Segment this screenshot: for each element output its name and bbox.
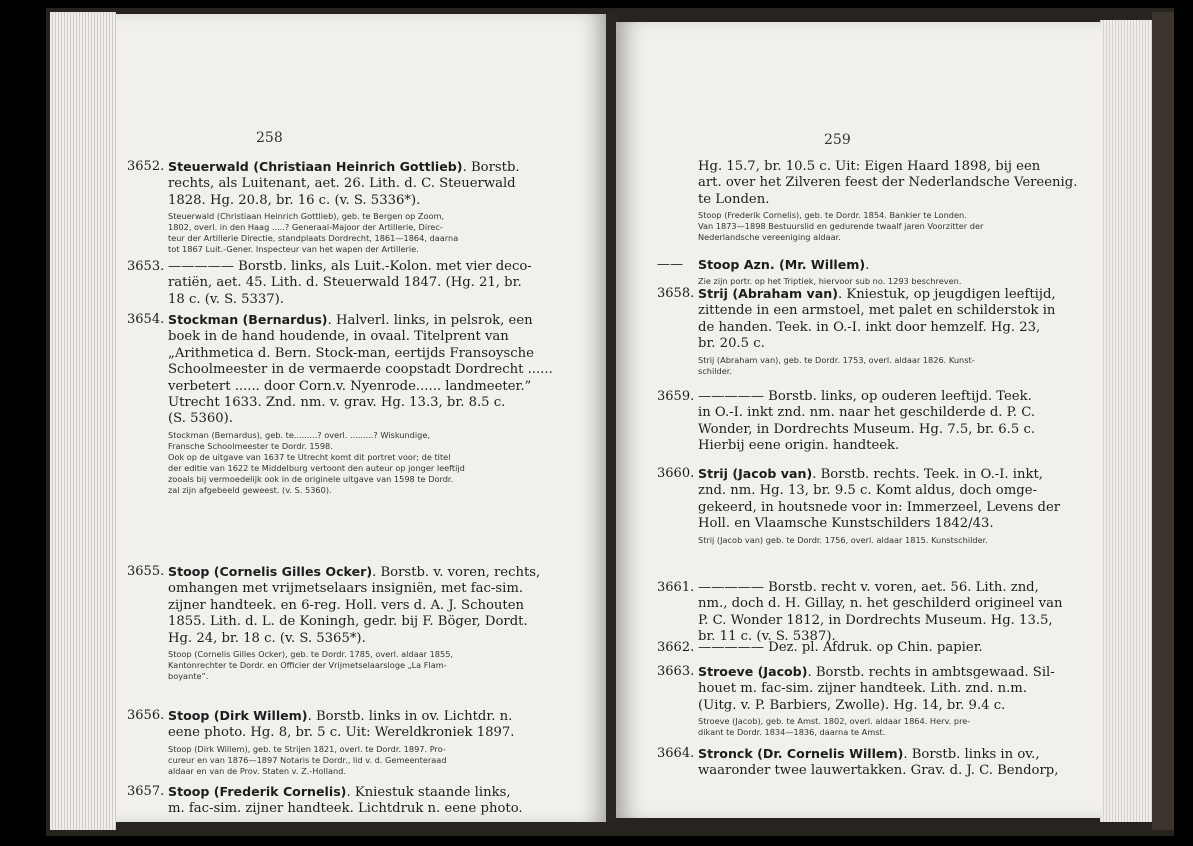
catalogue-entry <box>127 708 596 777</box>
entry-line: waaronder twee lauwertakken. Grav. d. J. C. Bendorp, <box>698 763 1059 779</box>
sitter-name: Stoop (Cornelis Gilles Ocker) <box>168 564 373 579</box>
entry-line: Stroeve (Jacob). Borstb. rechts in ambtsgewaad. Sil- <box>698 664 1055 680</box>
left-page-edges <box>50 12 116 830</box>
note-line: Zie zijn portr. op het Triptiek, hiervoor sub no. 1293 beschreven. <box>698 276 962 287</box>
note-line: Stroeve (Jacob), geb. te Amst. 1802, overl. aldaar 1864. Herv. pre- <box>698 716 971 727</box>
entry-line: P. C. Wonder 1812, in Dordrechts Museum. Hg. 13.5, <box>698 612 1053 628</box>
biographical-note <box>168 744 596 777</box>
catalogue-entry <box>657 746 1086 780</box>
sitter-name: Stoop (Frederik Cornelis) <box>168 784 347 799</box>
entry-line: Schoolmeester in de vermaerde coopstadt Dordrecht ...... <box>168 362 553 378</box>
note-line: zooals bij vermoedelijk ook in de originele uitgave van 1598 te Dordr. <box>168 473 454 484</box>
sitter-name: Strij (Jacob van) <box>698 466 813 481</box>
entry-line: eene photo. Hg. 8, br. 5 c. Uit: Wereldkroniek 1897. <box>168 725 515 741</box>
right-page-edges <box>1100 20 1152 822</box>
entry-line: Stoop (Cornelis Gilles Ocker). Borstb. v. voren, rechts, <box>168 564 541 580</box>
sitter-name: Stockman (Bernardus) <box>168 312 328 327</box>
sitter-name: Stoop Azn. (Mr. Willem) <box>698 257 866 272</box>
entry-line: zittende in een armstoel, met palet en schilderstok in <box>698 303 1056 319</box>
entry-line: Strij (Jacob van). Borstb. rechts. Teek. in O.-I. inkt, <box>698 466 1043 482</box>
entry-line: Stoop (Frederik Cornelis). Kniestuk staande links, <box>168 784 511 800</box>
entry-line: de handen. Teek. in O.-I. inkt door hemzelf. Hg. 23, <box>698 319 1041 335</box>
sitter-name: Stoop (Dirk Willem) <box>168 708 308 723</box>
entry-number: 3656. <box>127 708 165 723</box>
sitter-name: Stroeve (Jacob) <box>698 664 808 679</box>
entry-line: boek in de hand houdende, in ovaal. Titelprent van <box>168 329 509 345</box>
entry-number: 3662. <box>657 640 695 655</box>
catalogue-entry <box>127 564 596 682</box>
catalogue-entry <box>127 259 596 308</box>
catalogue-entry <box>657 257 1086 287</box>
entry-line: „Arithmetica d. Bern. Stock-man, eertijds Fransoysche <box>168 345 534 361</box>
note-line: Kantonrechter te Dordr. en Officier der Vrijmetselaarsloge „La Flam- <box>168 660 447 671</box>
entry-line: 1828. Hg. 20.8, br. 16 c. (v. S. 5336*). <box>168 192 421 208</box>
entry-line: ————— Dez. pl. Afdruk. op Chin. papier. <box>698 640 983 655</box>
sitter-name: Stronck (Dr. Cornelis Willem) <box>698 746 904 761</box>
sitter-name: Steuerwald (Christiaan Heinrich Gottlieb) <box>168 159 463 174</box>
entry-number: 3657. <box>127 784 165 799</box>
note-line: teur der Artillerie Directie, standplaats Dordrecht, 1861—1864, daarna <box>168 233 459 244</box>
biographical-note <box>698 716 1086 738</box>
entry-line: Wonder, in Dordrechts Museum. Hg. 7.5, br. 6.5 c. <box>698 421 1036 437</box>
catalogue-entry <box>657 664 1086 738</box>
catalogue-entry <box>657 286 1086 377</box>
entry-line: ————— Borstb. links, als Luit.-Kolon. met vier deco- <box>168 259 532 274</box>
note-line: schilder. <box>698 365 732 376</box>
note-line: Stoop (Frederik Cornelis), geb. te Dordr. 1854. Bankier te Londen. <box>698 210 967 221</box>
entry-line: Strij (Abraham van). Kniestuk, op jeugdigen leeftijd, <box>698 286 1056 302</box>
entry-line: verbetert ...... door Corn.v. Nyenrode...... landmeeter.” <box>168 378 532 394</box>
catalogue-entry <box>657 640 1086 656</box>
page-number-right: 259 <box>824 132 851 148</box>
note-line: aldaar en van de Prov. Staten v. Z.-Holland. <box>168 765 346 776</box>
biographical-note <box>168 211 596 255</box>
entry-line: Stockman (Bernardus). Halverl. links, in pelsrok, een <box>168 312 533 328</box>
entry-line: 18 c. (v. S. 5337). <box>168 291 285 307</box>
entry-number: 3663. <box>657 664 695 679</box>
note-line: 1802, overl. in den Haag .....? Generaal-Majoor der Artillerie, Direc- <box>168 222 443 233</box>
entry-line: znd. nm. Hg. 13, br. 9.5 c. Komt aldus, doch omge- <box>698 483 1037 499</box>
note-line: Steuerwald (Christiaan Heinrich Gottlieb), geb. te Bergen op Zoom, <box>168 211 445 222</box>
entry-number: 3659. <box>657 389 695 404</box>
entry-line: (S. 5360). <box>168 411 233 427</box>
entry-line: in O.-I. inkt znd. nm. naar het geschilderde d. P. C. <box>698 405 1036 421</box>
sitter-name: Strij (Abraham van) <box>698 286 838 301</box>
biographical-note <box>698 535 1086 546</box>
entry-number: 3653. <box>127 259 165 274</box>
catalogue-entry <box>657 389 1086 455</box>
entry-line: ratiën, aet. 45. Lith. d. Steuerwald 1847. (Hg. 21, br. <box>168 275 522 291</box>
note-line: Van 1873—1898 Bestuurslid en gedurende twaalf jaren Voorzitter der <box>698 221 984 232</box>
entry-number: 3660. <box>657 466 695 481</box>
note-line: zal zijn afgebeeld geweest. (v. S. 5360). <box>168 484 332 495</box>
note-line: Stoop (Cornelis Gilles Ocker), geb. te Dordr. 1785, overl. aldaar 1855, <box>168 649 454 660</box>
book-cover-edge <box>1152 12 1174 830</box>
entry-line: rechts, als Luitenant, aet. 26. Lith. d. C. Steuerwald <box>168 176 516 192</box>
entry-line: 1855. Lith. d. L. de Koningh, gedr. bij F. Böger, Dordt. <box>168 614 528 630</box>
entry-number: 3652. <box>127 159 165 174</box>
biographical-note <box>698 355 1086 377</box>
entry-number: 3661. <box>657 580 695 595</box>
entry-line: te Londen. <box>698 191 770 207</box>
entry-line: Steuerwald (Christiaan Heinrich Gottlieb). Borstb. <box>168 159 520 175</box>
entry-line: Holl. en Vlaamsche Kunstschilders 1842/43. <box>698 516 994 532</box>
catalogue-entry <box>698 159 1086 243</box>
entry-line: Utrecht 1633. Znd. nm. v. grav. Hg. 13.3, br. 8.5 c. <box>168 395 506 411</box>
entry-number: 3658. <box>657 286 695 301</box>
entry-line: Hierbij eene origin. handteek. <box>698 438 900 454</box>
right-page <box>616 22 1102 818</box>
note-line: Ook op de uitgave van 1637 te Utrecht komt dit portret voor; de titel <box>168 451 451 462</box>
entry-number: 3654. <box>127 312 165 327</box>
entry-line: Hg. 15.7, br. 10.5 c. Uit: Eigen Haard 1898, bij een <box>698 159 1041 174</box>
note-line: Strij (Abraham van), geb. te Dordr. 1753, overl. aldaar 1826. Kunst- <box>698 354 975 365</box>
left-page <box>116 14 608 822</box>
note-line: Fransche Schoolmeester te Dordr. 1598. <box>168 440 333 451</box>
entry-line: nm., doch d. H. Gillay, n. het geschilderd origineel van <box>698 596 1063 612</box>
catalogue-entry <box>127 312 596 496</box>
catalogue-entry <box>657 580 1086 646</box>
entry-line: Stoop (Dirk Willem). Borstb. links in ov. Lichtdr. n. <box>168 708 513 724</box>
catalogue-entry <box>127 784 596 818</box>
catalogue-entry <box>657 466 1086 546</box>
entry-line: ————— Borstb. recht v. voren, aet. 56. Lith. znd, <box>698 580 1039 595</box>
entry-line: br. 11 c. (v. S. 5387). <box>698 629 836 645</box>
note-line: Stoop (Dirk Willem), geb. te Strijen 1821, overl. te Dordr. 1897. Pro- <box>168 743 446 754</box>
note-line: Strij (Jacob van) geb. te Dordr. 1756, overl. aldaar 1815. Kunstschilder. <box>698 534 988 545</box>
entry-line: Stronck (Dr. Cornelis Willem). Borstb. links in ov., <box>698 746 1040 762</box>
note-line: cureur en van 1876—1897 Notaris te Dordr., lid v. d. Gemeenteraad <box>168 754 447 765</box>
note-line: tot 1867 Luit.-Gener. Inspecteur van het wapen der Artillerie. <box>168 244 419 255</box>
note-line: Nederlandsche vereeniging aldaar. <box>698 232 841 243</box>
entry-line: houet m. fac-sim. zijner handteek. Lith. znd. n.m. <box>698 681 1027 697</box>
entry-line: omhangen met vrijmetselaars insigniën, met fac-sim. <box>168 581 524 597</box>
note-line: boyante”. <box>168 671 209 682</box>
entry-line: gekeerd, in houtsnede voor in: Immerzeel, Levens der <box>698 499 1061 515</box>
note-line: dikant te Dordr. 1834—1836, daarna te Amst. <box>698 727 886 738</box>
page-number-left: 258 <box>256 130 283 146</box>
entry-line: art. over het Zilveren feest der Nederlandsche Vereenig. <box>698 175 1078 191</box>
biographical-note <box>168 649 596 682</box>
biographical-note <box>168 430 596 496</box>
entry-number: —— <box>657 257 683 272</box>
entry-line: zijner handteek. en 6-reg. Holl. vers d. A. J. Schouten <box>168 597 524 613</box>
biographical-note <box>698 210 1086 243</box>
note-line: der editie van 1622 te Middelburg vertoont den auteur op jonger leeftijd <box>168 462 465 473</box>
entry-line: Hg. 24, br. 18 c. (v. S. 5365*). <box>168 630 366 646</box>
catalogue-entry <box>127 159 596 255</box>
entry-number: 3664. <box>657 746 695 761</box>
entry-line: (Uitg. v. P. Barbiers, Zwolle). Hg. 14, br. 9.4 c. <box>698 697 1006 713</box>
entry-line: m. fac-sim. zijner handteek. Lichtdruk n. eene photo. <box>168 801 523 817</box>
entry-line: ————— Borstb. links, op ouderen leeftijd. Teek. <box>698 389 1032 404</box>
entry-number: 3655. <box>127 564 165 579</box>
note-line: Stockman (Bernardus), geb. te.........? overl. .........? Wiskundige, <box>168 429 430 440</box>
entry-line: br. 20.5 c. <box>698 336 765 352</box>
entry-line: Stoop Azn. (Mr. Willem). <box>698 257 870 273</box>
